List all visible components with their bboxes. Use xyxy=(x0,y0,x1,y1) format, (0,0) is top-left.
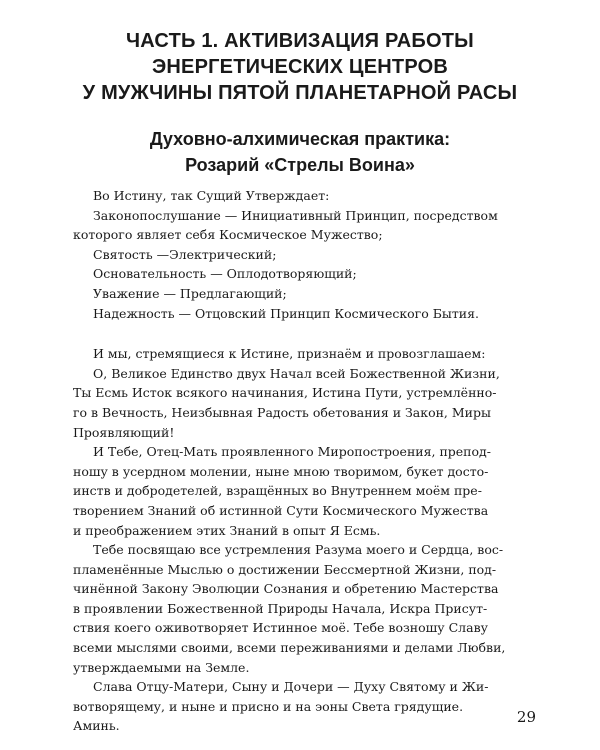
text-line: творением Знаний об истинной Сути Космического Мужества xyxy=(73,502,489,518)
practice-title-line: Духовно-алхимическая практика: xyxy=(149,129,451,149)
page-number: 29 xyxy=(516,708,536,726)
text-line: вотворящему, и ныне и присно и на эоны Света грядущие. xyxy=(73,698,464,714)
practice-title-line: Розарий «Стрелы Воина» xyxy=(185,155,415,175)
text-line: Законопослушание — Инициативный Принцип, посредством xyxy=(93,207,498,223)
text-line: И Тебе, Отец-Мать проявленного Миропостроения, препод- xyxy=(93,444,491,460)
text-line: го в Вечность, Неизбывная Радость обетования и Закон, Миры xyxy=(73,404,491,420)
text-line: О, Великое Единство двух Начал всей Божественной Жизни, xyxy=(93,365,500,381)
text-line: Тебе посвящаю все устремления Разума моего и Сердца, вос- xyxy=(93,542,504,558)
text-line: Святость —Электрический; xyxy=(93,246,277,262)
text-line: Во Истину, так Сущий Утверждает: xyxy=(93,188,330,203)
text-line: ношу в усердном молении, ныне мною творимом, букет досто- xyxy=(73,463,489,479)
text-line: Надежность — Отцовский Принцип Космического Бытия. xyxy=(93,305,479,321)
text-line: Аминь. xyxy=(73,718,120,734)
text-line: утверждаемыми на Земле. xyxy=(73,659,250,675)
text-line: Проявляющий! xyxy=(73,424,175,440)
text-line: Слава Отцу-Матери, Сыну и Дочери — Духу Святому и Жи- xyxy=(93,679,489,695)
text-line: инств и добродетелей, взращённых во Внутреннем моём пре- xyxy=(73,483,482,499)
text-line: ствия коего оживотворяет Истинное моё. Тебе возношу Славу xyxy=(73,620,488,636)
part-title-line: ЭНЕРГЕТИЧЕСКИХ ЦЕНТРОВ xyxy=(151,56,449,78)
practice-title xyxy=(60,126,540,178)
text-line: в проявлении Божественной Природы Начала, Искра Присут- xyxy=(73,600,488,616)
text-line: пламенённые Мыслью о достижении Бессмертной Жизни, под- xyxy=(73,561,497,577)
part-title xyxy=(60,28,540,106)
text-line: Основательность — Оплодотворяющий; xyxy=(93,266,357,282)
text-line: И мы, стремящиеся к Истине, признаём и провозглашаем: xyxy=(93,346,486,362)
text-line: и преображением этих Знаний в опыт Я Есмь. xyxy=(73,522,381,538)
part-title-line: У МУЖЧИНЫ ПЯТОЙ ПЛАНЕТАРНОЙ РАСЫ xyxy=(82,82,518,104)
text-line: которого являет себя Космическое Мужество; xyxy=(73,227,383,243)
text-line: всеми мыслями своими, всеми переживаниями и делами Любви, xyxy=(73,640,506,656)
text-line: Ты Есмь Исток всякого начинания, Истина Пути, устремлённо- xyxy=(73,385,497,401)
text-line: чинённой Закону Эволюции Сознания и обретению Мастерства xyxy=(73,581,499,597)
text-line: Уважение — Предлагающий; xyxy=(93,285,287,301)
body-text xyxy=(73,186,513,736)
paragraph-gap xyxy=(73,323,513,344)
part-title-line: ЧАСТЬ 1. АКТИВИЗАЦИЯ РАБОТЫ xyxy=(126,30,474,52)
